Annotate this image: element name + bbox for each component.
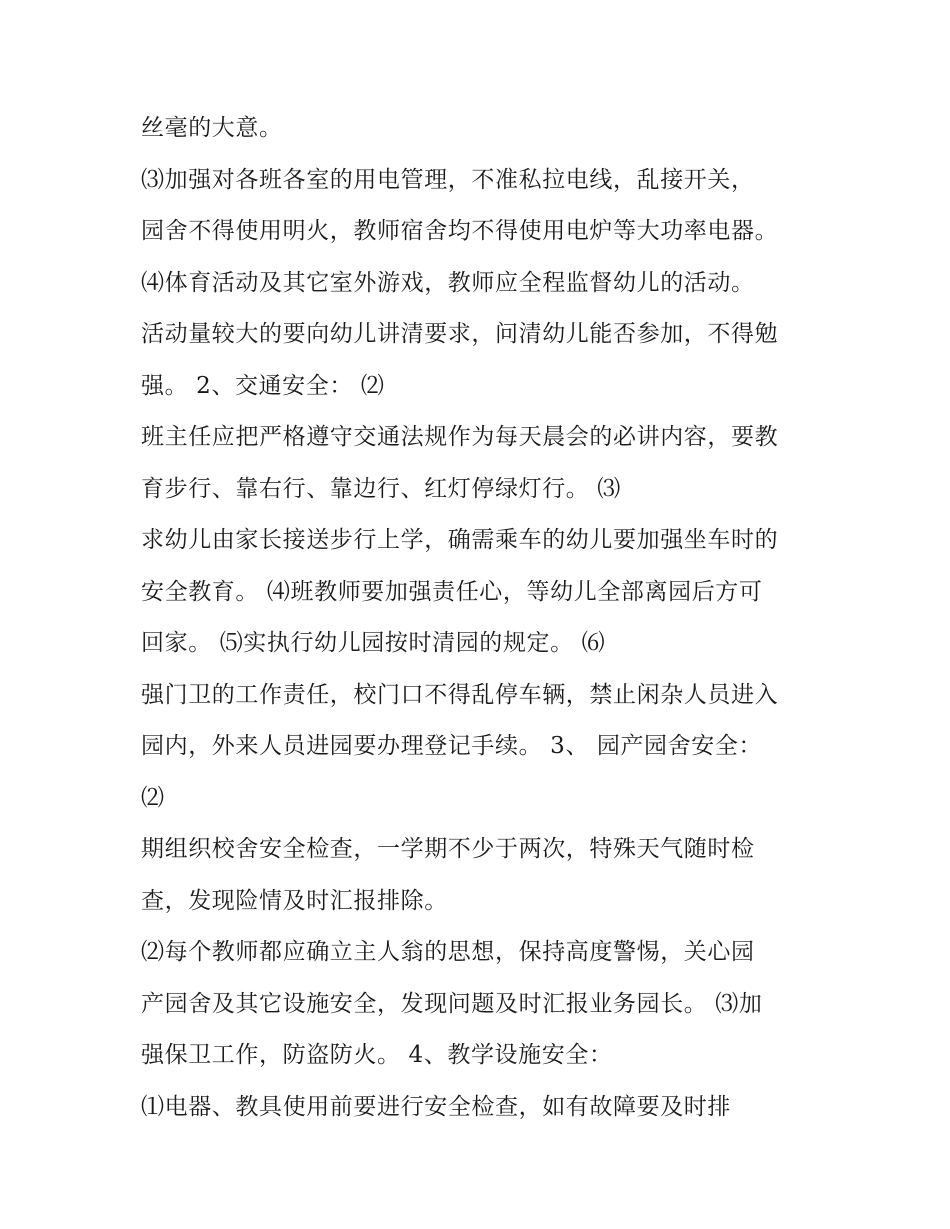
text-line: 班主任应把严格遵守交通法规作为每天晨会的必讲内容，要教 bbox=[141, 424, 779, 450]
text-line: 查，发现险情及时汇报排除。 bbox=[141, 887, 448, 914]
text-line: 园内，外来人员进园要办理登记手续。 3、 园产园舍安全： bbox=[141, 733, 763, 759]
text-line: 回家。 ⑸实执行幼儿园按时清园的规定。 ⑹ bbox=[141, 630, 606, 656]
text-line: 丝毫的大意。 bbox=[141, 115, 283, 141]
text-line: 求幼儿由家长接送步行上学，确需乘车的幼儿要加强坐车时的 bbox=[141, 527, 779, 553]
text-line: 期组织校舍安全检查，一学期不少于两次，特殊天气随时检 bbox=[141, 836, 755, 862]
text-line: 安全教育。 ⑷班教师要加强责任心，等幼儿全部离园后方可 bbox=[141, 578, 763, 605]
text-line: ⑴电器、教具使用前要进行安全检查，如有故障要及时排 bbox=[141, 1093, 731, 1120]
text-line: ⑵ bbox=[141, 784, 165, 811]
text-line: 强保卫工作，防盗防火。 4、教学设施安全： bbox=[141, 1042, 613, 1068]
text-line: ⑶加强对各班各室的用电管理，不准私拉电线，乱接开关， bbox=[141, 166, 755, 193]
text-line: 强门卫的工作责任，校门口不得乱停车辆，禁止闲杂人员进入 bbox=[141, 681, 779, 708]
text-line: 园舍不得使用明火，教师宿舍均不得使用电炉等大功率电器。 bbox=[141, 218, 779, 244]
text-line: 强。 2、交通安全： ⑵ bbox=[141, 372, 385, 399]
text-line: ⑵每个教师都应确立主人翁的思想，保持高度警惕，关心园 bbox=[141, 939, 755, 965]
text-line: 育步行、靠右行、靠边行、红灯停绿灯行。 ⑶ bbox=[141, 475, 621, 502]
document-body bbox=[141, 108, 831, 1138]
text-line: 产园舍及其它设施安全，发现问题及时汇报业务园长。 ⑶加 bbox=[141, 990, 763, 1017]
text-line: 活动量较大的要向幼儿讲清要求，问清幼儿能否参加，不得勉 bbox=[141, 321, 779, 347]
text-line: ⑷体育活动及其它室外游戏，教师应全程监督幼儿的活动。 bbox=[141, 269, 755, 296]
